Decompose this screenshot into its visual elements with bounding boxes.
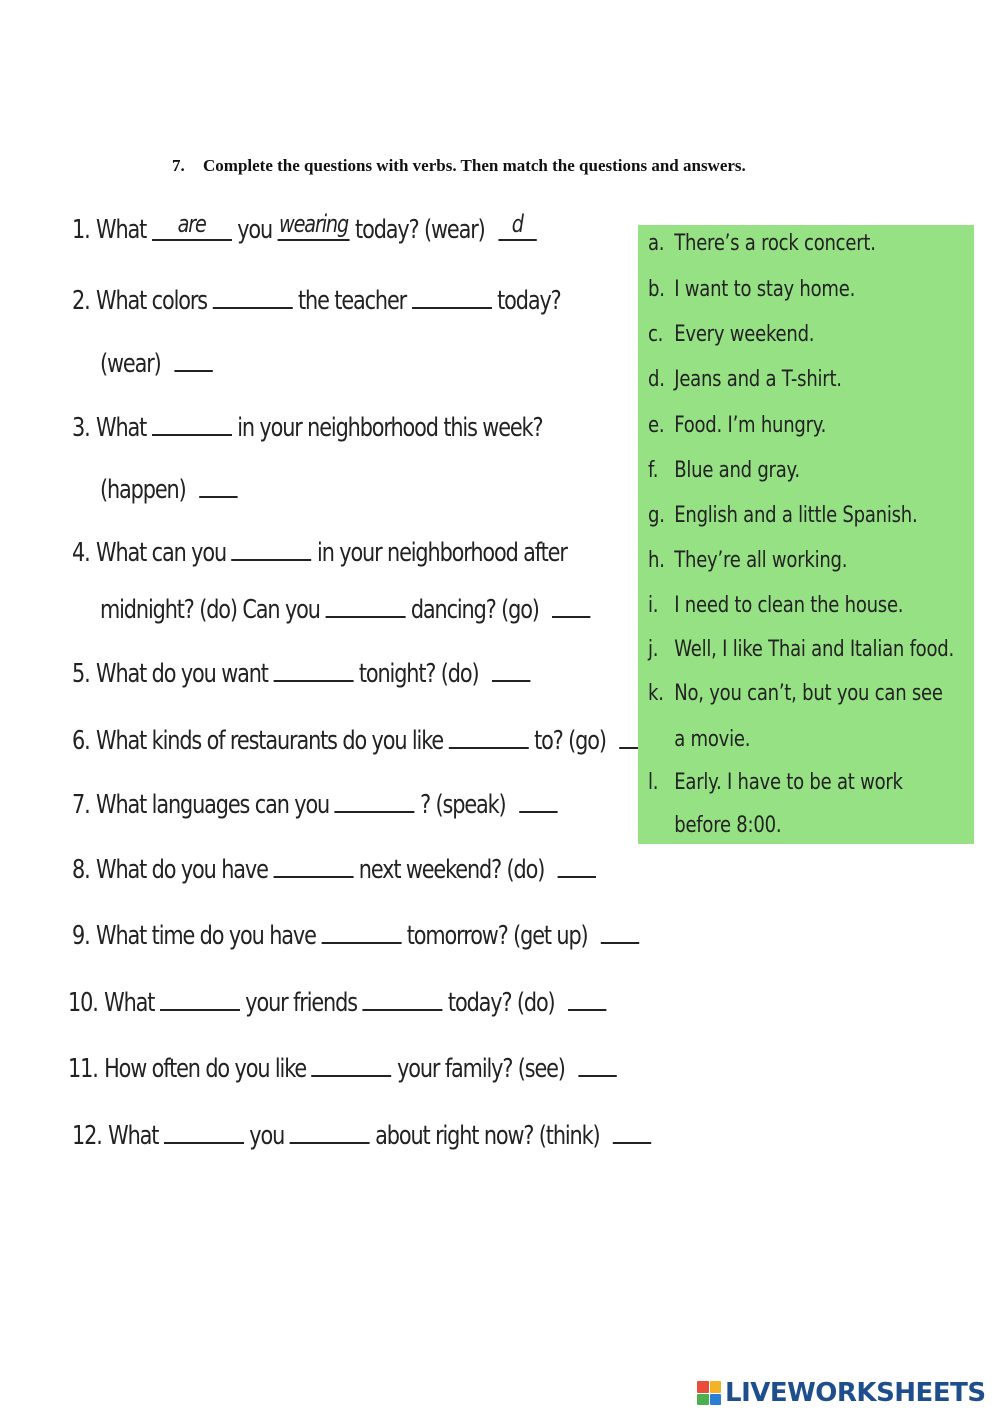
answer-option-k-cont: a movie. [674, 727, 751, 752]
match-blank[interactable] [578, 1051, 616, 1077]
liveworksheets-logo [697, 1378, 986, 1408]
answer-option-l: l. Early. I have to be at work [648, 770, 903, 795]
question-10: 10. What your friends today? (do) [68, 985, 606, 1018]
question-7: 7. What languages can you ? (speak) [72, 787, 557, 820]
question-4-line-2: midnight? (do) Can you dancing? (go) [100, 592, 591, 625]
answer-option-b: b. I want to stay home. [648, 277, 856, 302]
question-6: 6. What kinds of restaurants do you like to? (go) [72, 723, 658, 756]
answer-blank[interactable] [213, 283, 293, 309]
answer-option-f: f. Blue and gray. [648, 458, 800, 483]
answer-blank[interactable] [290, 1118, 370, 1144]
answer-blank[interactable]: wearing [278, 215, 350, 241]
answers-box [638, 225, 974, 844]
answer-option-l-cont: before 8:00. [674, 813, 782, 838]
answer-option-i: i. I need to clean the house. [648, 593, 904, 618]
answer-option-a: a. There’s a rock concert. [648, 231, 876, 256]
question-4: 4. What can you in your neighborhood after [72, 535, 567, 568]
answer-blank[interactable] [321, 918, 401, 944]
answer-blank[interactable] [325, 592, 405, 618]
answer-blank[interactable] [152, 410, 232, 436]
answer-option-h: h. They’re all working. [648, 548, 848, 573]
answer-blank[interactable] [273, 852, 353, 878]
answer-option-g: g. English and a little Spanish. [648, 503, 918, 528]
exercise-number: 7. [172, 156, 185, 175]
answer-blank[interactable]: are [152, 215, 232, 241]
question-9: 9. What time do you have tomorrow? (get up) [72, 918, 639, 951]
question-3: 3. What in your neighborhood this week? [72, 410, 542, 443]
answer-blank[interactable] [362, 985, 442, 1011]
match-blank[interactable] [552, 592, 590, 618]
logo-text: LIVEWORKSHEETS [725, 1378, 986, 1408]
answer-blank[interactable] [412, 283, 492, 309]
match-blank[interactable] [199, 472, 237, 498]
answer-option-d: d. Jeans and a T-shirt. [648, 367, 842, 392]
answer-blank[interactable] [449, 723, 529, 749]
question-2-line-2: (wear) [100, 346, 213, 379]
match-blank[interactable] [519, 787, 557, 813]
answer-option-j: j. Well, I like Thai and Italian food. [648, 637, 954, 662]
question-11: 11. How often do you like your family? (see) [68, 1051, 617, 1084]
match-blank[interactable] [601, 918, 639, 944]
answer-blank[interactable] [164, 1118, 244, 1144]
answer-option-k: k. No, you can’t, but you can see [648, 681, 943, 706]
question-2: 2. What colors the teacher today? [72, 283, 561, 316]
answer-option-c: c. Every weekend. [648, 322, 815, 347]
match-blank[interactable]: d [498, 215, 536, 241]
exercise-instruction [172, 156, 912, 176]
answer-blank[interactable] [312, 1051, 392, 1077]
question-12: 12. What you about right now? (think) [72, 1118, 651, 1151]
match-blank[interactable] [558, 852, 596, 878]
match-blank[interactable] [492, 656, 530, 682]
answer-blank[interactable] [273, 656, 353, 682]
question-1: 1. What are you wearing today? (wear) d [72, 215, 537, 245]
answer-blank[interactable] [335, 787, 415, 813]
answer-blank[interactable] [160, 985, 240, 1011]
match-blank[interactable] [568, 985, 606, 1011]
instruction-text: Complete the questions with verbs. Then match the questions and answers. [203, 156, 746, 175]
answer-option-e: e. Food. I’m hungry. [648, 413, 827, 438]
match-blank[interactable] [613, 1118, 651, 1144]
question-8: 8. What do you have next weekend? (do) [72, 852, 596, 885]
liveworksheets-logo-icon [697, 1381, 721, 1405]
answer-blank[interactable] [232, 535, 312, 561]
match-blank[interactable] [174, 346, 212, 372]
question-3-line-2: (happen) [100, 472, 237, 505]
question-5: 5. What do you want tonight? (do) [72, 656, 530, 689]
